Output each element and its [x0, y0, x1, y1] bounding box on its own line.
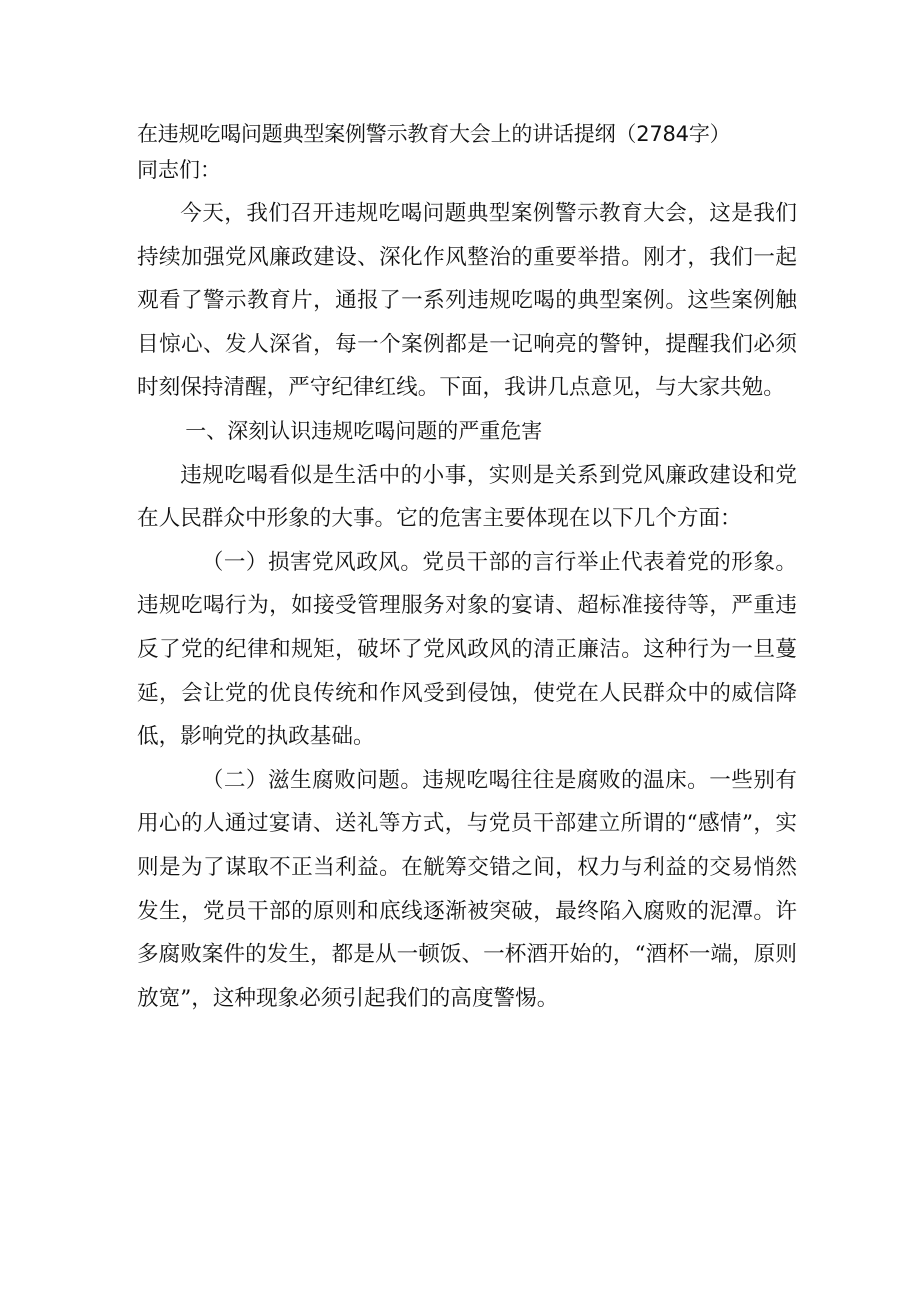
section-heading-1: 一、深刻认识违规吃喝问题的严重危害 — [185, 418, 543, 443]
document-title: 在违规吃喝问题典型案例警示教育大会上的讲话提纲（2784字） — [137, 122, 731, 146]
intro-paragraph: 今天，我们召开违规吃喝问题典型案例警示教育大会，这是我们持续加强党风廉政建设、深化作风整治的重要举措。刚才，我们一起观看了警示教育片，通报了一系列违规吃喝的典型案例。这些案例触目惊心、发人深省，每一个案例都是一记响亮的警钟，提醒我们必须时刻保持清醒，严守纪律红线。下面，我讲几点意见，与大家共勉。 — [137, 201, 797, 401]
section-1-intro-paragraph: 违规吃喝看似是生活中的小事，实则是关系到党风廉政建设和党在人民群众中形象的大事。它的危害主要体现在以下几个方面： — [137, 462, 797, 532]
point-2-paragraph: （二）滋生腐败问题。违规吃喝往往是腐败的温床。一些别有用心的人通过宴请、送礼等方式，与党员干部建立所谓的“感情”，实则是为了谋取不正当利益。在觥筹交错之间，权力与利益的交易悄然发生，党员干部的原则和底线逐渐被突破，最终陷入腐败的泥潭。许多腐败案件的发生，都是从一顿饭、一杯酒开始的，“酒杯一端，原则放宽”，这种现象必须引起我们的高度警惕。 — [137, 767, 797, 1011]
salutation: 同志们： — [137, 158, 221, 182]
point-1-paragraph: （一）损害党风政风。党员干部的言行举止代表着党的形象。违规吃喝行为，如接受管理服务对象的宴请、超标准接待等，严重违反了党的纪律和规矩，破坏了党风政风的清正廉洁。这种行为一旦蔓延，会让党的优良传统和作风受到侵蚀，使党在人民群众中的威信降低，影响党的执政基础。 — [137, 549, 797, 750]
document-page — [137, 114, 797, 1020]
